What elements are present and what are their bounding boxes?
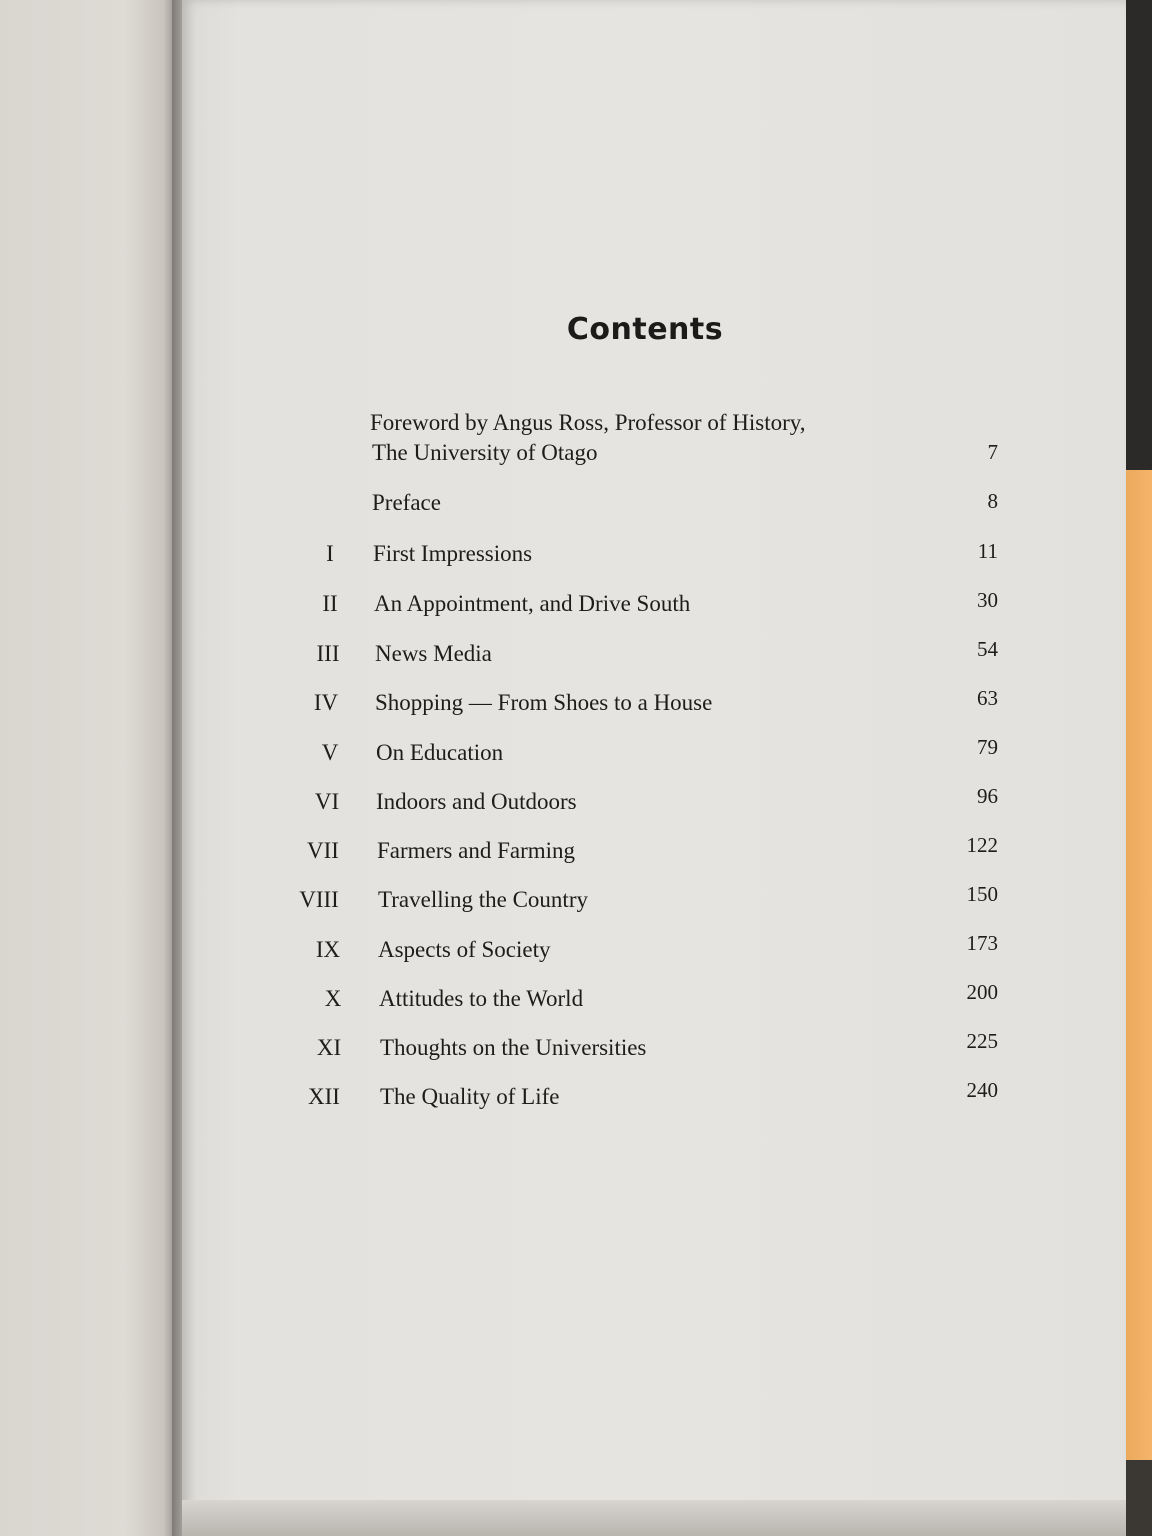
chapter-title: An Appointment, and Drive South [374,591,691,616]
chapter-title: Travelling the Country [378,887,588,912]
foreword-title-line1: Foreword by Angus Ross, Professor of History, [370,410,806,435]
chapter-title: Thoughts on the Universities [380,1035,647,1060]
chapter-number: VIII [299,887,339,912]
chapter-title: The Quality of Life [380,1084,560,1109]
page-bottom-edge [182,1500,1126,1536]
chapter-title: First Impressions [373,541,533,566]
chapter-title: News Media [375,641,492,666]
chapter-page-number: 240 [966,1078,998,1102]
chapter-number: VII [307,838,339,863]
preface-title: Preface [372,490,441,515]
chapter-page-number: 79 [977,735,998,759]
chapter-number: III [316,641,340,666]
chapter-page-number: 96 [977,784,998,808]
preface-page-number: 8 [987,489,998,513]
chapter-page-number: 30 [977,588,998,612]
chapter-number: XII [308,1084,340,1109]
chapter-number: X [324,986,342,1011]
chapter-page-number: 54 [977,637,998,661]
chapter-page-number: 225 [966,1029,998,1053]
chapter-number: II [322,591,338,616]
chapter-page-number: 122 [966,833,998,857]
contents-heading: Contents [566,312,724,347]
chapter-number: IX [315,937,341,962]
chapter-number: IV [313,690,339,715]
chapter-title: Indoors and Outdoors [376,789,577,814]
chapter-page-number: 200 [966,980,998,1004]
chapter-number: I [326,541,334,566]
book-page [182,0,1126,1536]
chapter-page-number: 173 [966,931,998,955]
chapter-title: Shopping — From Shoes to a House [375,690,713,715]
chapter-page-number: 63 [977,686,998,710]
previous-page-edge [0,0,178,1536]
chapter-number: VI [314,789,340,814]
chapter-number: V [321,740,339,765]
chapter-title: On Education [376,740,504,765]
foreword-page-number: 7 [987,440,998,464]
chapter-title: Attitudes to the World [379,986,584,1011]
chapter-title: Farmers and Farming [377,838,576,863]
foreword-title-line2: The University of Otago [372,440,598,465]
chapter-number: XI [316,1035,342,1060]
chapter-title: Aspects of Society [378,937,551,962]
chapter-page-number: 11 [977,539,998,563]
chapter-page-number: 150 [966,882,998,906]
